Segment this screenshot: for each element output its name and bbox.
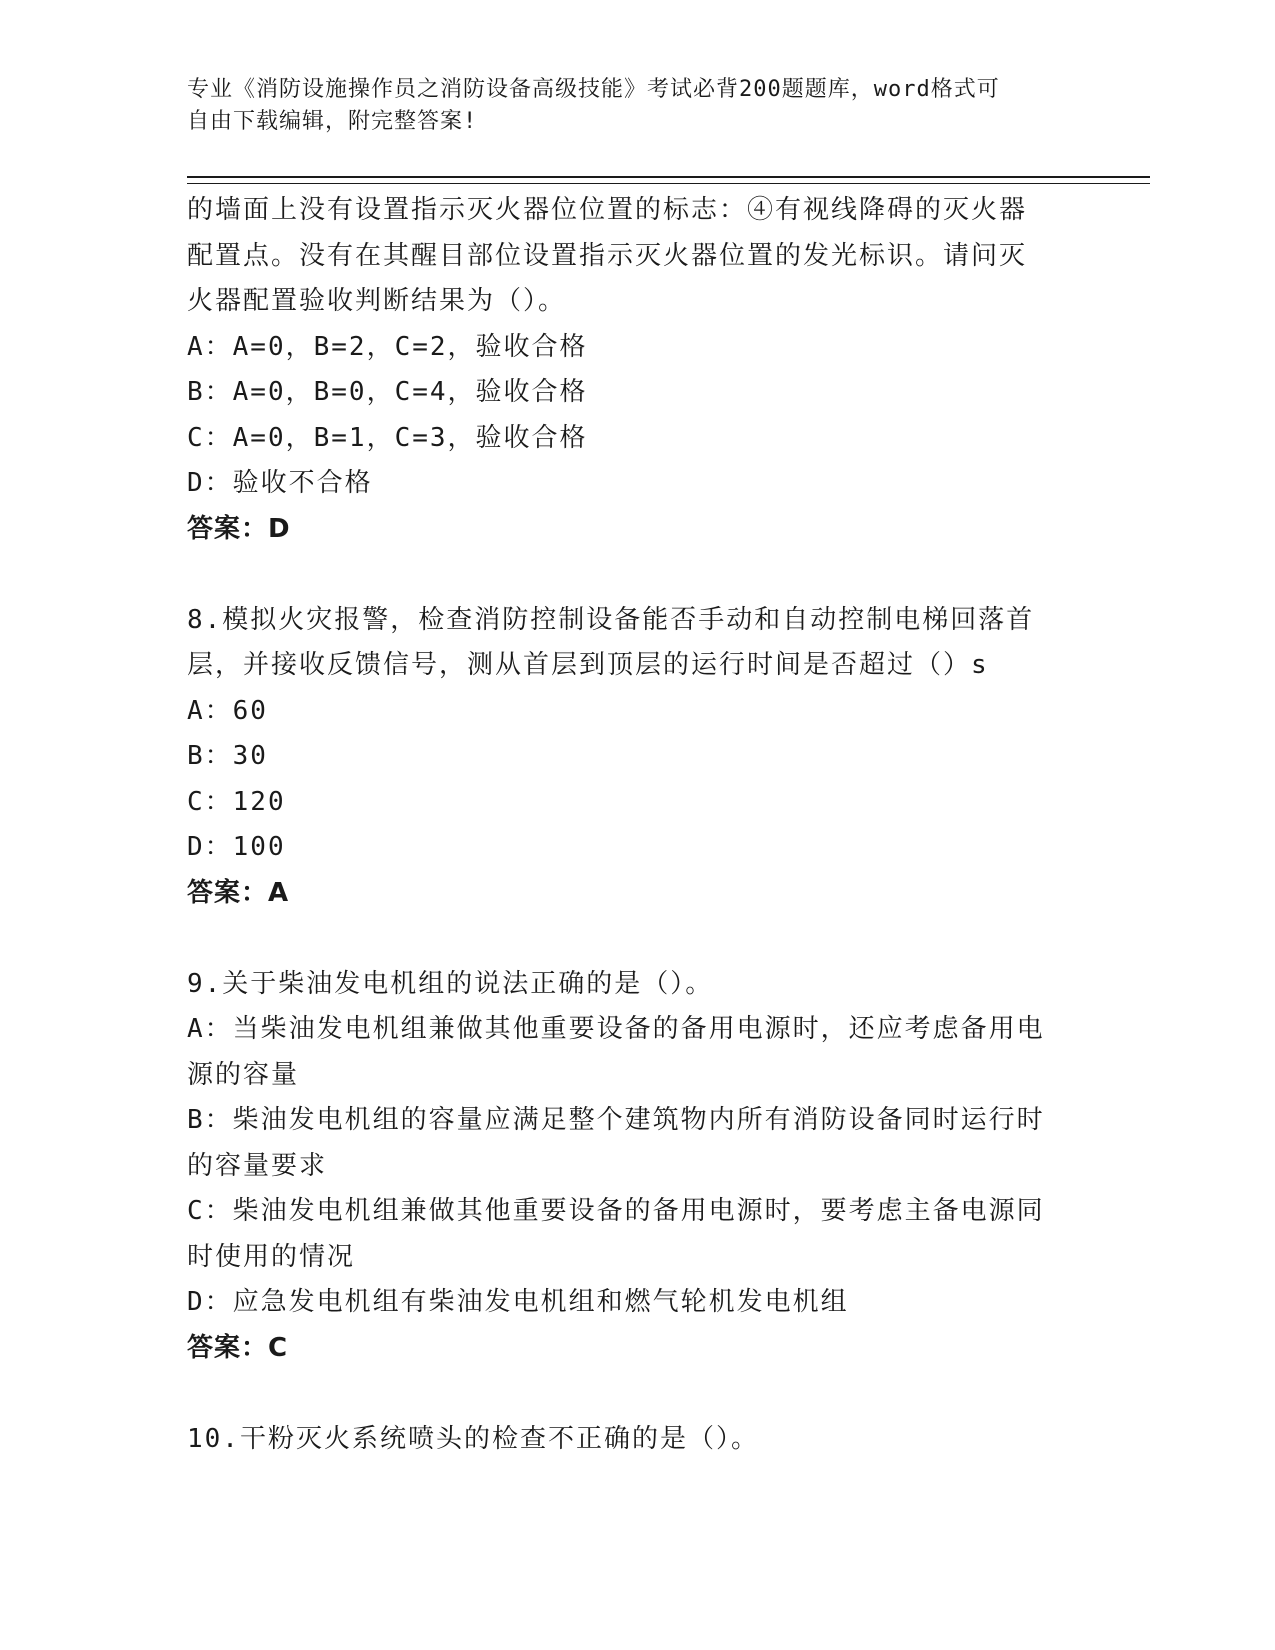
header-divider-thin <box>187 183 1150 184</box>
question-9-text-1: 9.关于柴油发电机组的说法正确的是（）。 <box>187 968 714 999</box>
question-7-text-2: 配置点。没有在其醒目部位设置指示灭火器位置的发光标识。请问灭 <box>187 240 1028 271</box>
question-9-option-a-1: A：当柴油发电机组兼做其他重要设备的备用电源时，还应考虑备用电 <box>187 1014 1045 1044</box>
header-line-2: 自由下载编辑，附完整答案! <box>187 109 478 134</box>
question-8-text-2: 层，并接收反馈信号，测从首层到顶层的运行时间是否超过（）s <box>187 650 989 680</box>
question-8-option-c: C：120 <box>187 786 286 817</box>
question-8-text-1: 8.模拟火灾报警，检查消防控制设备能否手动和自动控制电梯回落首 <box>187 604 1035 635</box>
question-list <box>187 188 1067 1462</box>
question-7-option-b: B：A=0，B=0，C=4，验收合格 <box>187 377 588 407</box>
question-9-answer: 答案：C <box>187 1332 289 1363</box>
question-7-option-c: C：A=0，B=1，C=3，验收合格 <box>187 422 588 453</box>
question-7-answer: 答案：D <box>187 513 291 544</box>
question-8-option-b: B：30 <box>187 741 268 771</box>
question-9 <box>187 962 1067 1372</box>
question-9-option-c-2: 时使用的情况 <box>187 1241 356 1272</box>
question-9-option-a-2: 源的容量 <box>187 1059 300 1090</box>
page-header <box>187 74 1067 138</box>
question-10 <box>187 1417 1067 1463</box>
header-line-1: 专业《消防设施操作员之消防设备高级技能》考试必背200题题库，word格式可 <box>187 77 1000 102</box>
question-9-option-c-1: C：柴油发电机组兼做其他重要设备的备用电源时，要考虑主备电源同 <box>187 1196 1045 1226</box>
question-7-option-d: D：验收不合格 <box>187 468 373 498</box>
question-7 <box>187 188 1067 552</box>
spacer <box>187 552 1067 598</box>
question-8-answer: 答案：A <box>187 877 290 908</box>
question-10-text-1: 10.干粉灭火系统喷头的检查不正确的是（）。 <box>187 1423 759 1454</box>
question-8 <box>187 598 1067 917</box>
spacer <box>187 1371 1067 1417</box>
question-9-option-d: D：应急发电机组有柴油发电机组和燃气轮机发电机组 <box>187 1287 849 1317</box>
question-9-option-b-2: 的容量要求 <box>187 1150 328 1181</box>
question-7-text-1: 的墙面上没有设置指示灭火器位位置的标志：④有视线降碍的灭火器 <box>187 195 1028 225</box>
spacer <box>187 916 1067 962</box>
question-7-option-a: A：A=0，B=2，C=2，验收合格 <box>187 331 588 362</box>
question-7-text-3: 火器配置验收判断结果为（）。 <box>187 286 567 316</box>
question-8-option-d: D：100 <box>187 832 286 862</box>
question-9-option-b-1: B：柴油发电机组的容量应满足整个建筑物内所有消防设备同时运行时 <box>187 1105 1045 1135</box>
header-divider-thick <box>187 176 1150 178</box>
question-8-option-a: A：60 <box>187 695 268 726</box>
